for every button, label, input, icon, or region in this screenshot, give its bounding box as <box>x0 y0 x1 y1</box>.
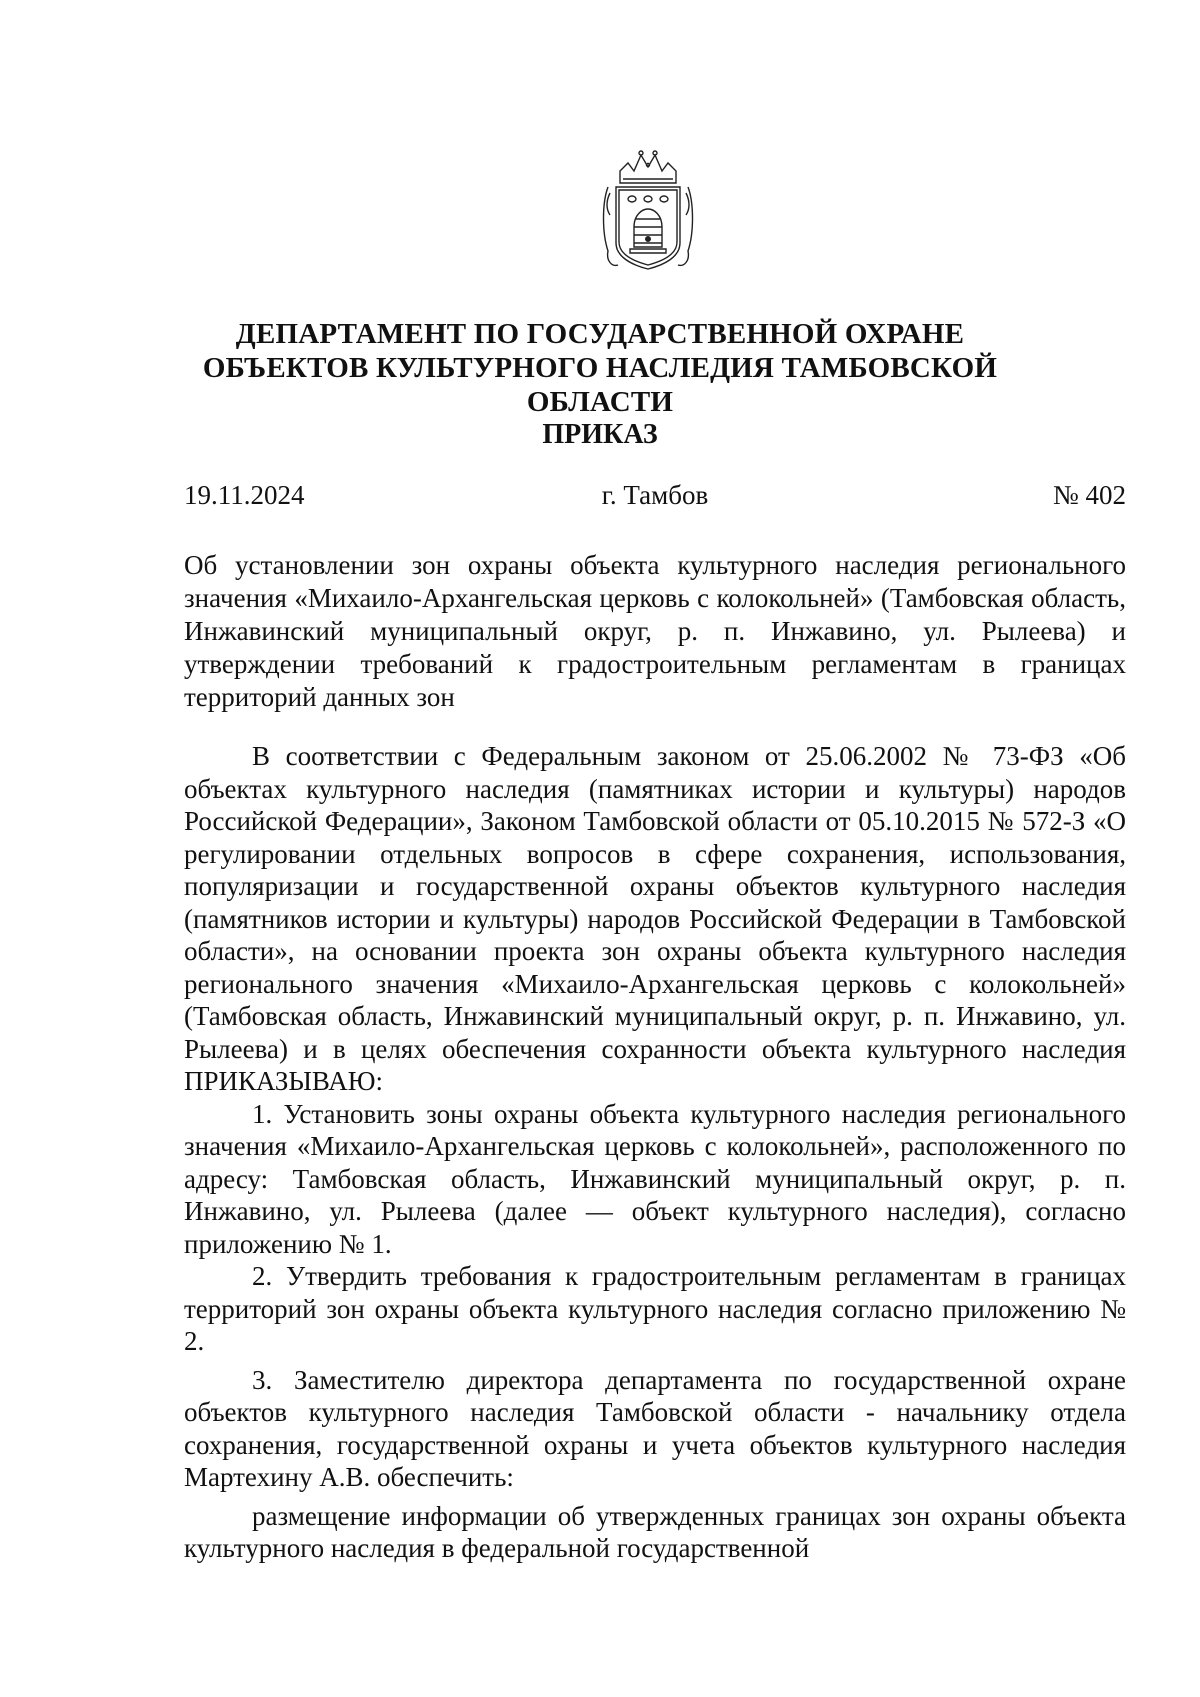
document-type-heading: ПРИКАЗ <box>542 419 658 450</box>
order-item-1: 1. Установить зоны охраны объекта культурного наследия регионального значения «Михаило-Архангельская церковь с колокольней», расположенного по адресу: Тамбовская область, Инжавинский муниципальный округ, р. п. Инжавино, ул. Рылеева (далее — объект культурного наследия), согласно приложению № 1. <box>184 1098 1126 1259</box>
order-item-2: 2. Утвердить требования к градостроительным регламентам в границах территорий зон охраны объекта культурного наследия согласно приложению № 2. <box>184 1261 1126 1356</box>
order-number: № 402 <box>1052 480 1126 510</box>
order-date: 19.11.2024 <box>184 480 305 510</box>
order-body <box>184 740 1126 1565</box>
department-title: ДЕПАРТАМЕНТ ПО ГОСУДАРСТВЕННОЙ ОХРАНЕ ОБЪЕКТОВ КУЛЬТУРНОГО НАСЛЕДИЯ ТАМБОВСКОЙ ОБЛАСТИ <box>202 318 998 418</box>
tambov-coat-of-arms-icon <box>598 143 698 275</box>
order-city: г. Тамбов <box>601 480 709 510</box>
order-meta-row <box>184 480 1126 516</box>
coat-of-arms-emblem <box>598 143 698 275</box>
order-item-3: 3. Заместителю директора департамента по государственной охране объектов культурного наследия Тамбовской области - начальнику отдела сохранения, государственной охраны и учета объектов культурного наследия Мартехину А.В. обеспечить: <box>184 1364 1126 1492</box>
preamble-paragraph: В соответствии с Федеральным законом от 25.06.2002 № 73-ФЗ «Об объектах культурного наследия (памятниках истории и культуры) народов Российской Федерации», Законом Тамбовской области от 05.10.2015 № 572-З «О регулировании отдельных вопросов в сфере сохранения, использования, популяризации и государственной охраны объектов культурного наследия (памятников истории и культуры) народов Российской Федерации в Тамбовской области», на основании проекта зон охраны объекта культурного наследия регионального значения «Михаило-Архангельская церковь с колокольней» (Тамбовская область, Инжавинский муниципальный округ, р. п. Инжавино, ул. Рылеева) и в целях обеспечения сохранности объекта культурного наследия ПРИКАЗЫВАЮ: <box>184 741 1126 1096</box>
order-item-3-subitem: размещение информации об утвержденных границах зон охраны объекта культурного наследия в федеральной государственной <box>184 1500 1126 1563</box>
order-subject: Об установлении зон охраны объекта культурного наследия регионального значения «Михаило-Архангельская церковь с колокольней» (Тамбовская область, Инжавинский муниципальный округ, р. п. Инжавино, ул. Рылеева) и утверждении требований к градостроительным регламентам в границах территорий данных зон <box>184 550 1126 712</box>
